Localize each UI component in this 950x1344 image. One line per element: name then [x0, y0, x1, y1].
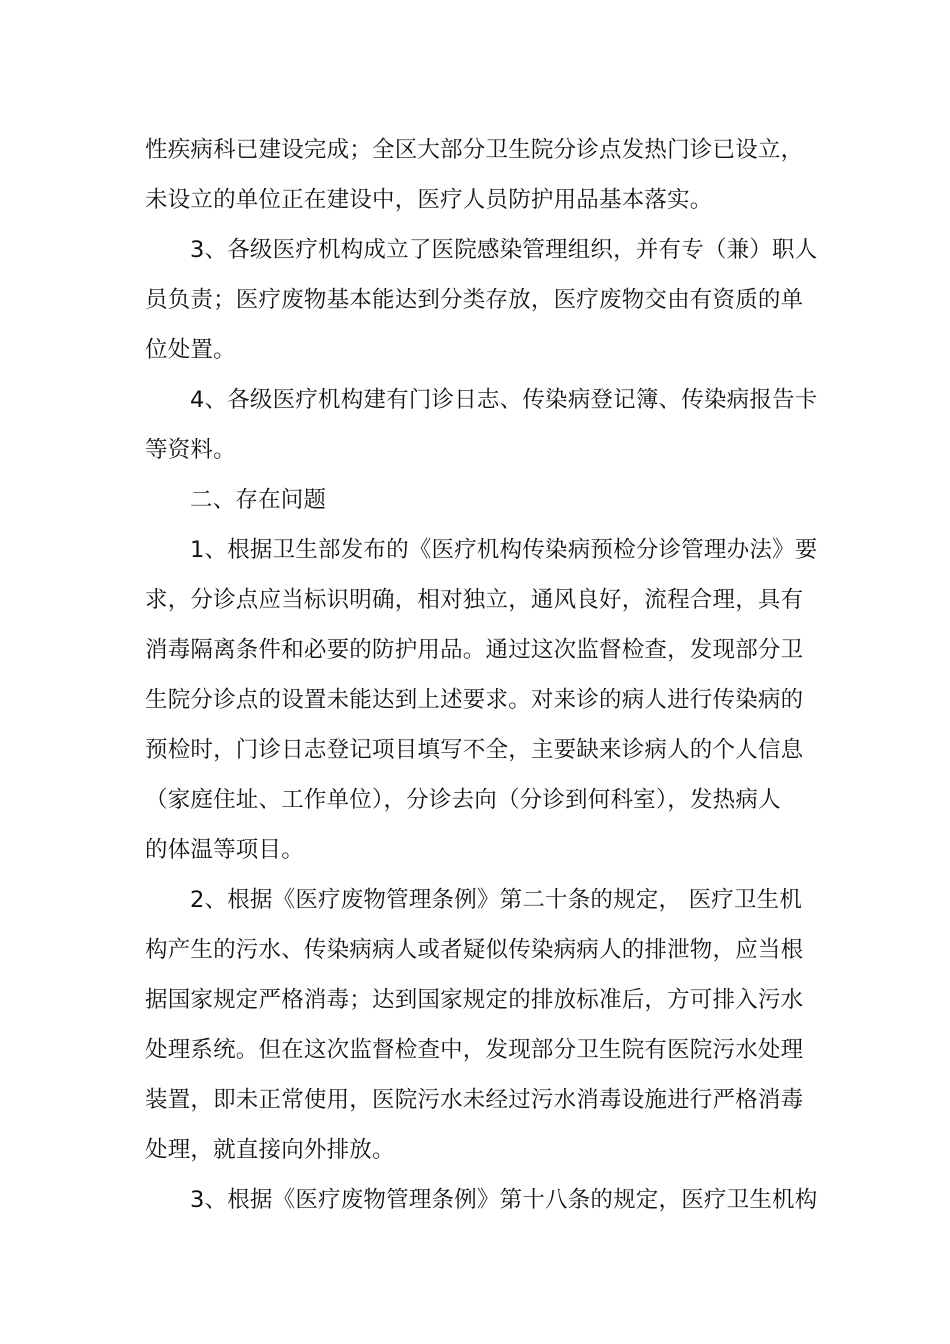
text-line: 处理，就直接向外排放。: [145, 1137, 395, 1163]
text-line: 的体温等项目。: [145, 837, 304, 863]
text-line: 处理系统。但在这次监督检查中，发现部分卫生院有医院污水处理: [145, 1037, 804, 1063]
text-line: 装置，即未正常使用，医院污水未经过污水消毒设施进行严格消毒: [145, 1087, 804, 1113]
section-heading: 二、存在问题: [190, 487, 327, 513]
text-line: 预检时，门诊日志登记项目填写不全，主要缺来诊病人的个人信息: [145, 737, 804, 763]
text-line: 等资料。: [145, 437, 236, 463]
text-line: 据国家规定严格消毒；达到国家规定的排放标准后，方可排入污水: [145, 987, 804, 1013]
text-line: 消毒隔离条件和必要的防护用品。通过这次监督检查，发现部分卫: [145, 637, 804, 663]
text-line: 求，分诊点应当标识明确，相对独立，通风良好，流程合理，具有: [145, 587, 804, 613]
paragraph-4-start: 4、各级医疗机构建有门诊日志、传染病登记簿、传染病报告卡: [190, 387, 818, 413]
text-line: 位处置。: [145, 337, 236, 363]
issue-1-start: 1、根据卫生部发布的《医疗机构传染病预检分诊管理办法》要: [190, 537, 818, 563]
text-line: 生院分诊点的设置未能达到上述要求。对来诊的病人进行传染病的: [145, 687, 804, 713]
text-line: （家庭住址、工作单位），分诊去向（分诊到何科室），发热病人: [145, 787, 781, 813]
paragraph-3-start: 3、各级医疗机构成立了医院感染管理组织，并有专（兼）职人: [190, 237, 818, 263]
text-line: 未设立的单位正在建设中，医疗人员防护用品基本落实。: [145, 187, 713, 213]
issue-2-start: 2、根据《医疗废物管理条例》第二十条的规定， 医疗卫生机: [190, 887, 803, 913]
text-line: 员负责；医疗废物基本能达到分类存放，医疗废物交由有资质的单: [145, 287, 804, 313]
text-line: 性疾病科已建设完成；全区大部分卫生院分诊点发热门诊已设立，: [145, 137, 804, 163]
issue-3-start: 3、根据《医疗废物管理条例》第十八条的规定，医疗卫生机构: [190, 1187, 818, 1213]
text-line: 构产生的污水、传染病病人或者疑似传染病病人的排泄物，应当根: [145, 937, 804, 963]
